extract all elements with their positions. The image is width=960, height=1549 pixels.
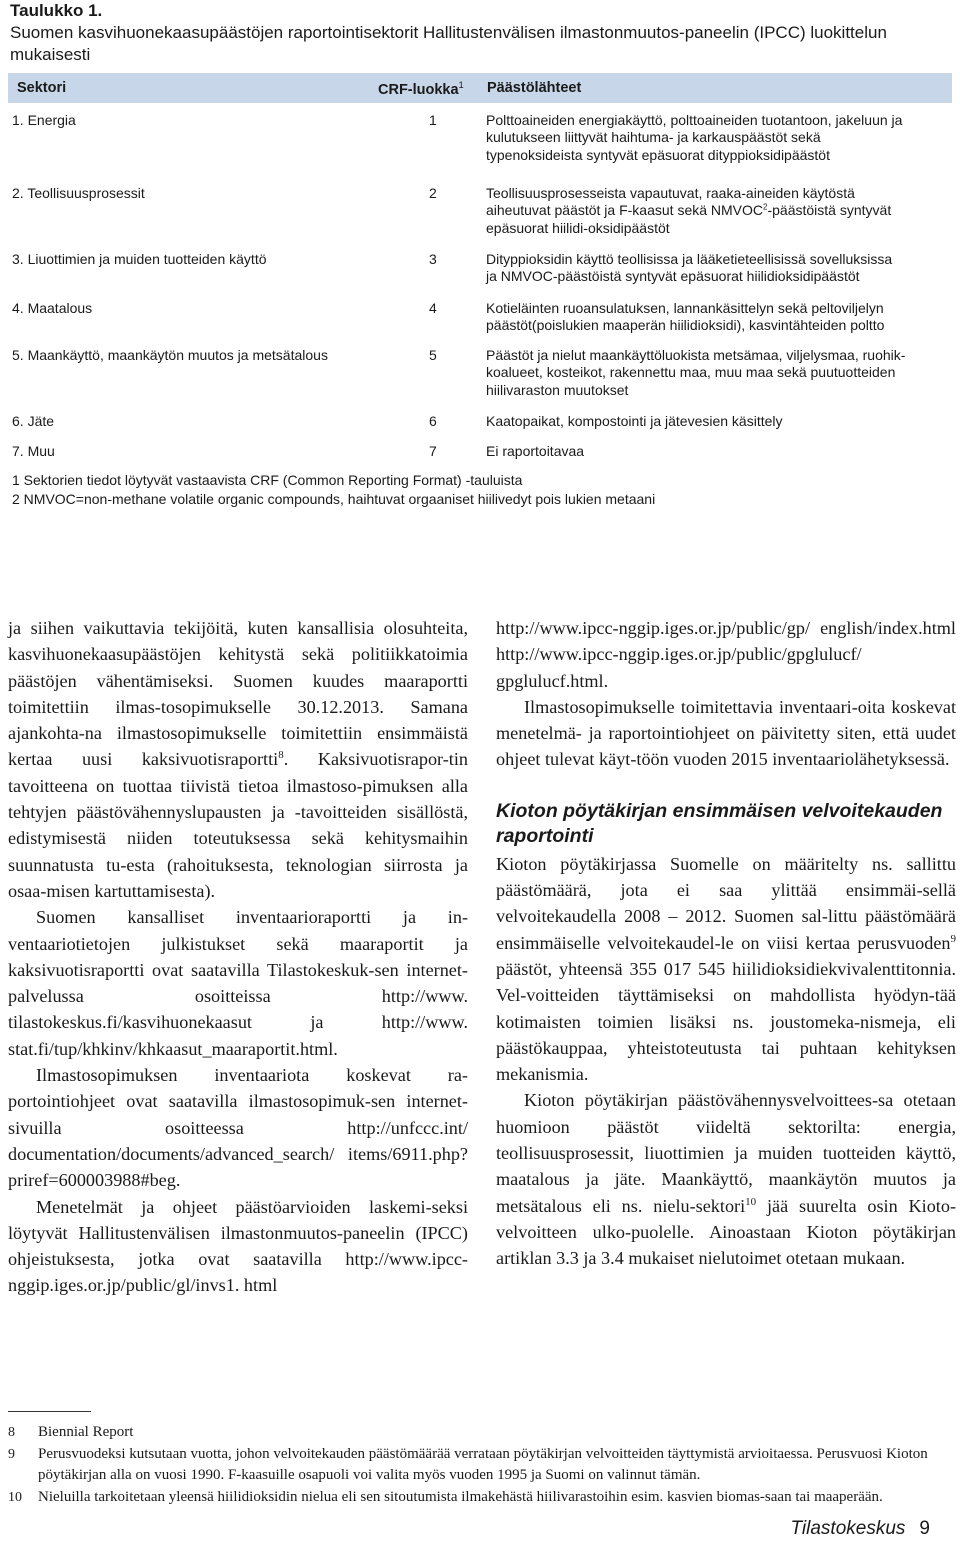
row-sources: Kotieläinten ruoansulatuksen, lannankäsittelyn sekä peltoviljelyn päästöt(poislukien maaperän hiilidioksidi), kasvintähteiden poltto [486,300,885,334]
footnote-ref-9: 9 [950,932,956,945]
row-sector: 1. Energia [12,112,76,128]
section-heading: Kioton pöytäkirjan ensimmäisen velvoitekauden raportointi [496,799,943,848]
row-sources: Polttoaineiden energiakäyttö, polttoaineiden tuotantoon, jakeluun ja kulutukseen liittyvät haihtuma- ja karkauspäästöt sekä typenoksideista syntyvät epäsuorat dityppioksidipäästöt [486,112,903,163]
row-sources: Kaatopaikat, kompostointi ja jätevesien käsittely [486,413,783,429]
row-sector: 6. Jäte [12,413,55,429]
table-header-row [8,73,952,103]
footnote-ref-10: 10 [745,1195,757,1208]
row-crf: 4 [429,300,437,316]
paragraph-text: Kioton pöytäkirjassa Suomelle on määritelty ns. sallittu päästömäärä, jota ei saa ylittää ensimmäi-sellä velvoitekaudella 2008 – 2012. Suomen sal-littu päästömäärä ensimmäiselle velvoitekaudel-le on viisi kertaa perusvuoden [496,853,956,953]
row-crf: 6 [429,413,437,429]
paragraph [496,851,956,1088]
table-caption [10,0,950,66]
row-sector: 2. Teollisuusprosessit [12,185,145,201]
right-column [496,615,956,1272]
row-crf: 7 [429,443,437,459]
header-crf [378,80,464,98]
table-note: 2 NMVOC=non-methane volatile organic compounds, haihtuvat orgaaniset hiilivedyt pois lukien metaani [12,491,656,507]
header-crf-label: CRF-luokka [378,81,459,98]
footnote-text: Nieluilla tarkoitetaan yleensä hiilidioksidin nielua eli sen sitoutumista ilmakehästä hiilivarastoihin esim. kasvien biomas-saan tai maaperään. [38,1489,883,1505]
paragraph: Suomen kansalliset inventaarioraportti ja in-ventaariotietojen julkistukset sekä maaraportit ja kaksivuotisraportti ovat saatavilla Tilastokeskuk-sen internet-palvelussa osoitteissa http://www. tilastokeskus.fi/kasvihuonekaasut ja http://www. stat.fi/tup/khkinv/khkaasut_maaraportit.html. [8,907,468,1059]
paragraph: Ilmastosopimukselle toimitettavia inventaari-oita koskevat menetelmä- ja raportointiohjeet on päivitetty siten, että uudet ohjeet tulevat käyt-töön vuoden 2015 inventaariolähetyksessä. [496,696,956,770]
paragraph-text-cont: . Kaksivuotisrapor-tin tavoitteena on tuottaa tiivistä tietoa ilmastoso-pimuksen alla tehtyjen päästövähennyslupausten ja -tavoitteiden sisällöstä, edistymisestä niiden toteutuksessa sekä kehitysmaihin suunnatusta tu-esta (rahoituksesta, teknologian siirrosta ja osaa-misen kartuttamisesta). [8,749,468,901]
table-caption-title: Suomen kasvihuonekaasupäästöjen raportointisektorit Hallitustenvälisen ilmastonmuutos-paneelin (IPCC) luokittelun mukaisesti [10,23,887,64]
footnote-number: 9 [8,1447,15,1462]
header-sector: Sektori [17,80,67,96]
row-crf: 1 [429,112,437,128]
row-sources [486,185,906,237]
paragraph: http://www.ipcc-nggip.iges.or.jp/public/gp/ english/index.html http://www.ipcc-nggip.iges.or.jp/public/gpglulucf/ gpglulucf.html. [496,618,956,691]
row-sector: 7. Muu [12,443,55,459]
row-crf: 3 [429,251,437,267]
row-sources-footnote-ref: 2 [763,202,768,212]
paragraph-text: ja siihen vaikuttavia tekijöitä, kuten kansallisia olosuhteita, kasvihuonekaasupäästöjen kehitystä sekä politiikkatoimia päästöjen vähentämiseksi. Suomen kuudes maaraportti toimitettiin ilmas-tosopimukselle 30.12.2013. Samana ajankohta-na ilmastosopimukselle toimitettiin ensimmäistä kertaa uusi kaksivuotisraportti [8,618,468,770]
table-caption-label: Taulukko 1. [10,1,103,20]
row-sources: Ei raportoitavaa [486,443,585,459]
paragraph: Ilmastosopimuksen inventaariota koskevat ra-portointiohjeet ovat saatavilla ilmastosopimuk-sen internet-sivuilla osoitteessa http://unfccc.int/ documentation/documents/advanced_search/ items/6911.php?priref=600003988#beg. [8,1065,468,1191]
row-sector: 5. Maankäyttö, maankäytön muutos ja metsätalous [12,347,328,363]
left-column [8,615,468,1299]
row-sources-text-cont: -päästöistä syntyvät epäsuorat hiilidi-oksidipäästöt [486,202,892,236]
page-number: 9 [919,1518,930,1539]
row-crf: 5 [429,347,437,363]
paragraph [8,615,468,904]
row-sources: Dityppioksidin käyttö teollisissa ja lääketieteellisissä sovelluksissa ja NMVOC-päästöistä syntyvät epäsuorat hiilidioksidipäästöt [486,251,893,285]
paragraph-text-cont: päästöt, yhteensä 355 017 545 hiilidioksidiekvivalenttitonnia. Vel-voitteiden täyttämiseksi on mahdollista hyödyn-tää kotimaisten toimien lisäksi ns. joustomeka-nismeja, eli päästökauppaa, yhteistoteutusta tai puhtaan kehityksen mekanismia. [496,958,956,1085]
page-footer [790,1518,930,1540]
footnote-number: 10 [8,1490,22,1505]
header-crf-footnote-ref: 1 [458,80,464,90]
publisher-name: Tilastokeskus [790,1518,906,1539]
paragraph: Menetelmät ja ohjeet päästöarvioiden laskemi-seksi löytyvät Hallitustenvälisen ilmastonmuutos-paneelin (IPCC) ohjeistuksesta, jotka ovat saatavilla http://www.ipcc-nggip.iges.or.jp/public/gl/invs1. html [8,1196,468,1296]
paragraph-text-cont: jää suurelta osin Kioto-velvoitteen ulko-puolelle. Ainoastaan Kioton pöytäkirjan artiklan 3.3 ja 3.4 mukaiset nielutoimet otetaan mukaan. [496,1195,957,1269]
footnote-ref-8: 8 [278,749,284,762]
footnote-divider [8,1411,91,1412]
header-sources: Päästölähteet [487,80,582,96]
paragraph [496,1087,956,1271]
paragraph-text: Kioton pöytäkirjan päästövähennysvelvoittees-sa otetaan huomioon päästöt viideltä sektorilta: energia, teollisuusprosessit, liuottimien ja muiden tuotteiden käyttö, maatalous ja jäte. Maankäyttö, maankäytön muutos ja metsätalous eli ns. nielu-sektori [496,1090,956,1216]
footnote-number: 8 [8,1425,15,1440]
footnote-text: Biennial Report [38,1424,134,1440]
sector-table [8,73,952,507]
row-crf: 2 [429,185,437,201]
row-sector: 3. Liuottimien ja muiden tuotteiden käyttö [12,251,267,267]
footnote-text: Perusvuodeksi kutsutaan vuotta, johon velvoitekauden päästömäärää verrataan pöytäkirjan velvoitteiden täyttymistä arvioitaessa. Perusvuosi Kioton pöytäkirjan alla on vuosi 1990. F-kaasuille osapuoli voi valita myös vuoden 1995 ja Suomi on valinnut tämän. [38,1446,928,1483]
row-sources-text: Teollisuusprosesseista vapautuvat, raaka-aineiden käytöstä aiheutuvat päästöt ja F-kaasut sekä NMVOC [486,185,855,219]
table-note: 1 Sektorien tiedot löytyvät vastaavista CRF (Common Reporting Format) -tauluista [12,472,523,488]
row-sources: Päästöt ja nielut maankäyttöluokista metsämaa, viljelysmaa, ruohik-koalueet, kosteikot, rakennettu maa, muu maa sekä puutuotteiden hiilivaraston muutokset [486,347,906,398]
row-sector: 4. Maatalous [12,300,93,316]
